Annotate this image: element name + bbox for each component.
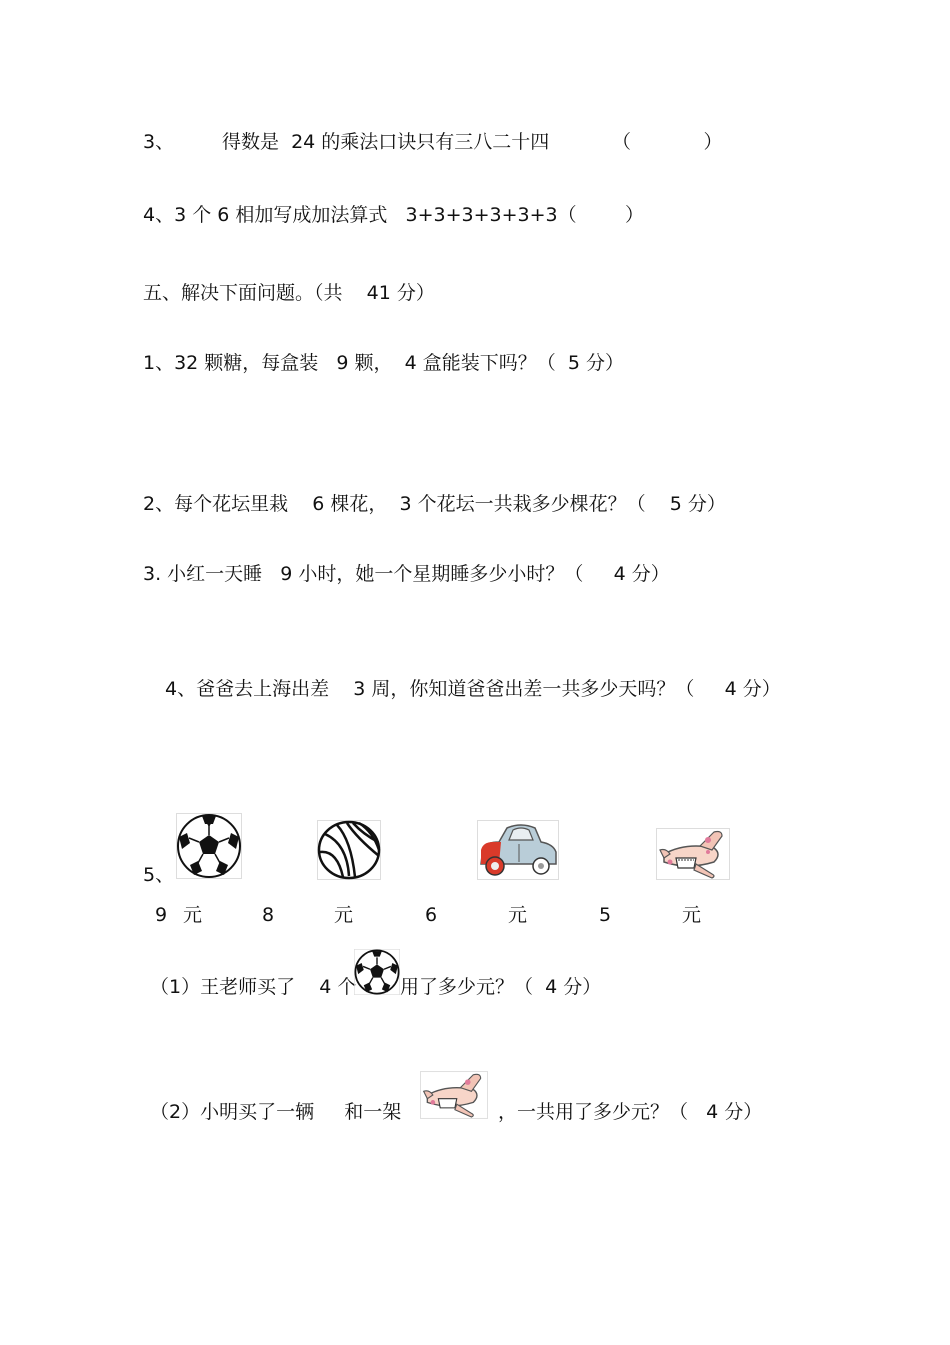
toy-airplane-image [656,828,730,880]
section-title: 五、解决下面问题。（共 41 分） [143,282,435,304]
price-car-unit: 元 [508,904,528,926]
sub-question-1-start: （1）王老师买了 4 个 [150,976,357,998]
price-soccer-unit: 元 [183,904,203,926]
volleyball-image [317,820,381,880]
toy-car-image [477,820,559,880]
price-soccer-number: 9 [155,904,168,926]
problem-3: 3. 小红一天睡 9 小时，她一个星期睡多少小时？（ 4 分） [143,563,670,585]
problem-5-label: 5、 [143,864,175,886]
sub-question-2-start: （2）小明买了一辆 和一架 [150,1101,402,1123]
judge-q3-text: 得数是 24 的乘法口诀只有三八二十四 [222,131,550,153]
problem-1: 1、32 颗糖，每盒装 9 颗， 4 盒能装下吗？（ 5 分） [143,352,624,374]
toy-airplane-small-image [420,1071,488,1119]
problem-2: 2、每个花坛里栽 6 棵花， 3 个花坛一共栽多少棵花？（ 5 分） [143,493,726,515]
problem-4: 4、爸爸去上海出差 3 周，你知道爸爸出差一共多少天吗？（ 4 分） [165,678,781,700]
price-volleyball-unit: 元 [334,904,354,926]
soccer-ball-small-image [354,949,400,995]
sub-question-1-end: 用了多少元？（ 4 分） [400,976,602,998]
judge-q3-answer-blank: （ ） [612,131,723,153]
price-airplane-unit: 元 [682,904,702,926]
price-volleyball-number: 8 [262,904,275,926]
sub-question-2-end: ，一共用了多少元？（ 4 分） [498,1101,763,1123]
price-car-number: 6 [425,904,438,926]
price-airplane-number: 5 [599,904,612,926]
soccer-ball-image [176,813,242,879]
judge-q3-number: 3、 [143,131,175,153]
judge-q4-text: 4、3 个 6 相加写成加法算式 3+3+3+3+3+3（ ） [143,204,644,226]
